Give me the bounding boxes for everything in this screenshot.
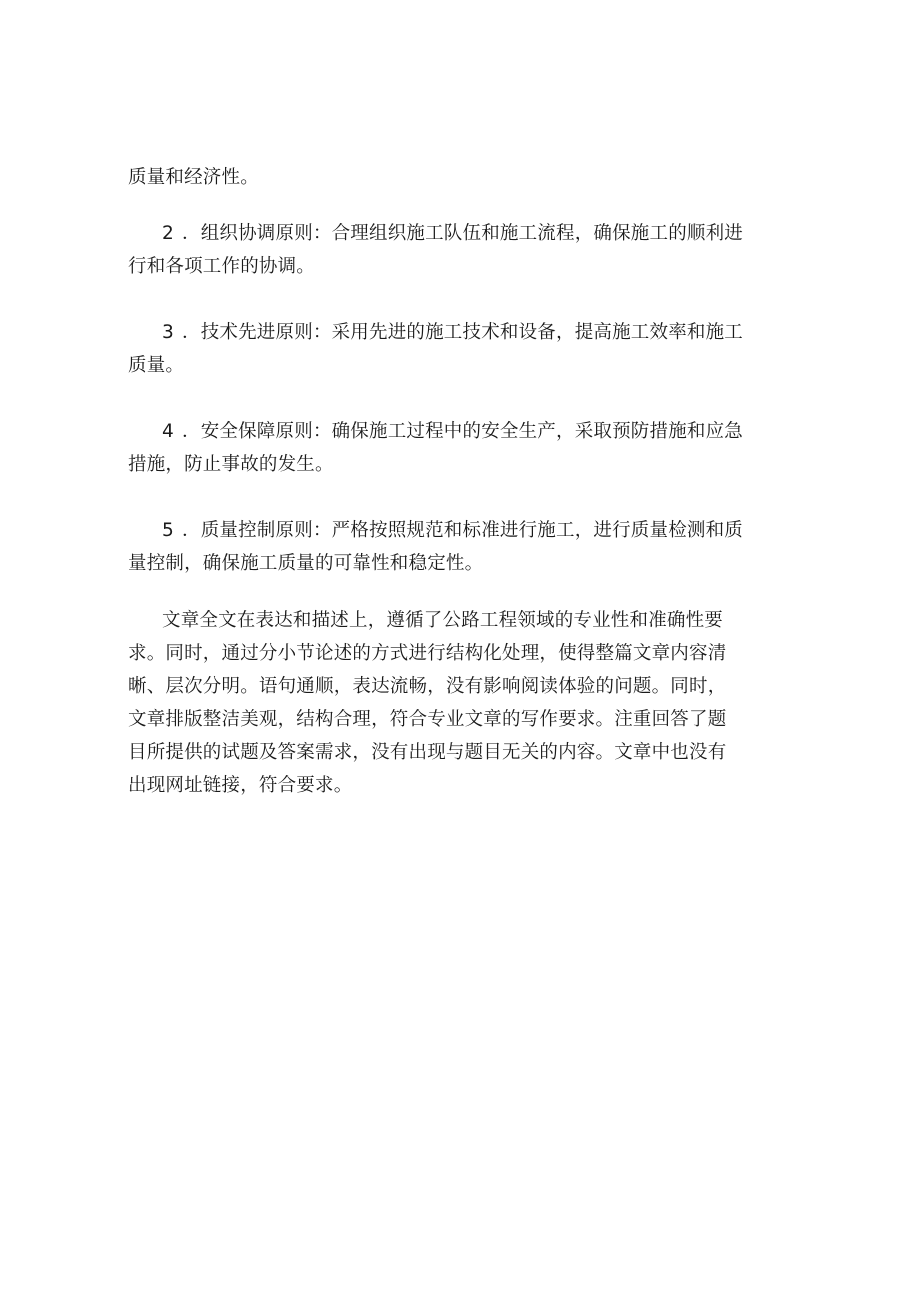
principle-second-line: 行和各项工作的协调。 [128, 256, 316, 277]
summary-line: 晰、层次分明。语句通顺，表达流畅，没有影响阅读体验的问题。同时， [128, 676, 727, 697]
principle-number: 2 [162, 223, 174, 244]
principle-text: ．质量控制原则：严格按照规范和标准进行施工，进行质量检测和质 [182, 520, 744, 541]
principle-first-line [128, 415, 788, 448]
principle-number: 5 [162, 520, 174, 541]
principle-item-technology [128, 316, 788, 382]
principle-second-line: 质量。 [128, 355, 185, 376]
summary-line: 出现网址链接，符合要求。 [128, 775, 353, 796]
principle-text: ．安全保障原则：确保施工过程中的安全生产，采取预防措施和应急 [182, 421, 744, 442]
principle-number: 4 [162, 421, 174, 442]
principle-second-line: 量控制，确保施工质量的可靠性和稳定性。 [128, 553, 484, 574]
principle-item-quality [128, 514, 788, 580]
summary-paragraph [128, 604, 788, 802]
principle-first-line [128, 514, 788, 547]
principle-item-organization [128, 217, 788, 283]
summary-line: 文章排版整洁美观，结构合理，符合专业文章的写作要求。注重回答了题 [128, 709, 727, 730]
principle-first-line [128, 316, 788, 349]
principle-first-line [128, 217, 788, 250]
paragraph-line: 质量和经济性。 [128, 167, 259, 188]
principle-second-line: 措施，防止事故的发生。 [128, 454, 334, 475]
principle-text: ．组织协调原则：合理组织施工队伍和施工流程，确保施工的顺利进 [182, 223, 744, 244]
summary-line: 目所提供的试题及答案需求，没有出现与题目无关的内容。文章中也没有 [128, 742, 727, 763]
summary-line: 求。同时，通过分小节论述的方式进行结构化处理，使得整篇文章内容清 [128, 643, 727, 664]
principle-text: ．技术先进原则：采用先进的施工技术和设备，提高施工效率和施工 [182, 322, 744, 343]
continuation-paragraph [128, 161, 788, 194]
principle-item-safety [128, 415, 788, 481]
summary-line: 文章全文在表达和描述上，遵循了公路工程领域的专业性和准确性要 [162, 610, 724, 631]
principle-number: 3 [162, 322, 174, 343]
